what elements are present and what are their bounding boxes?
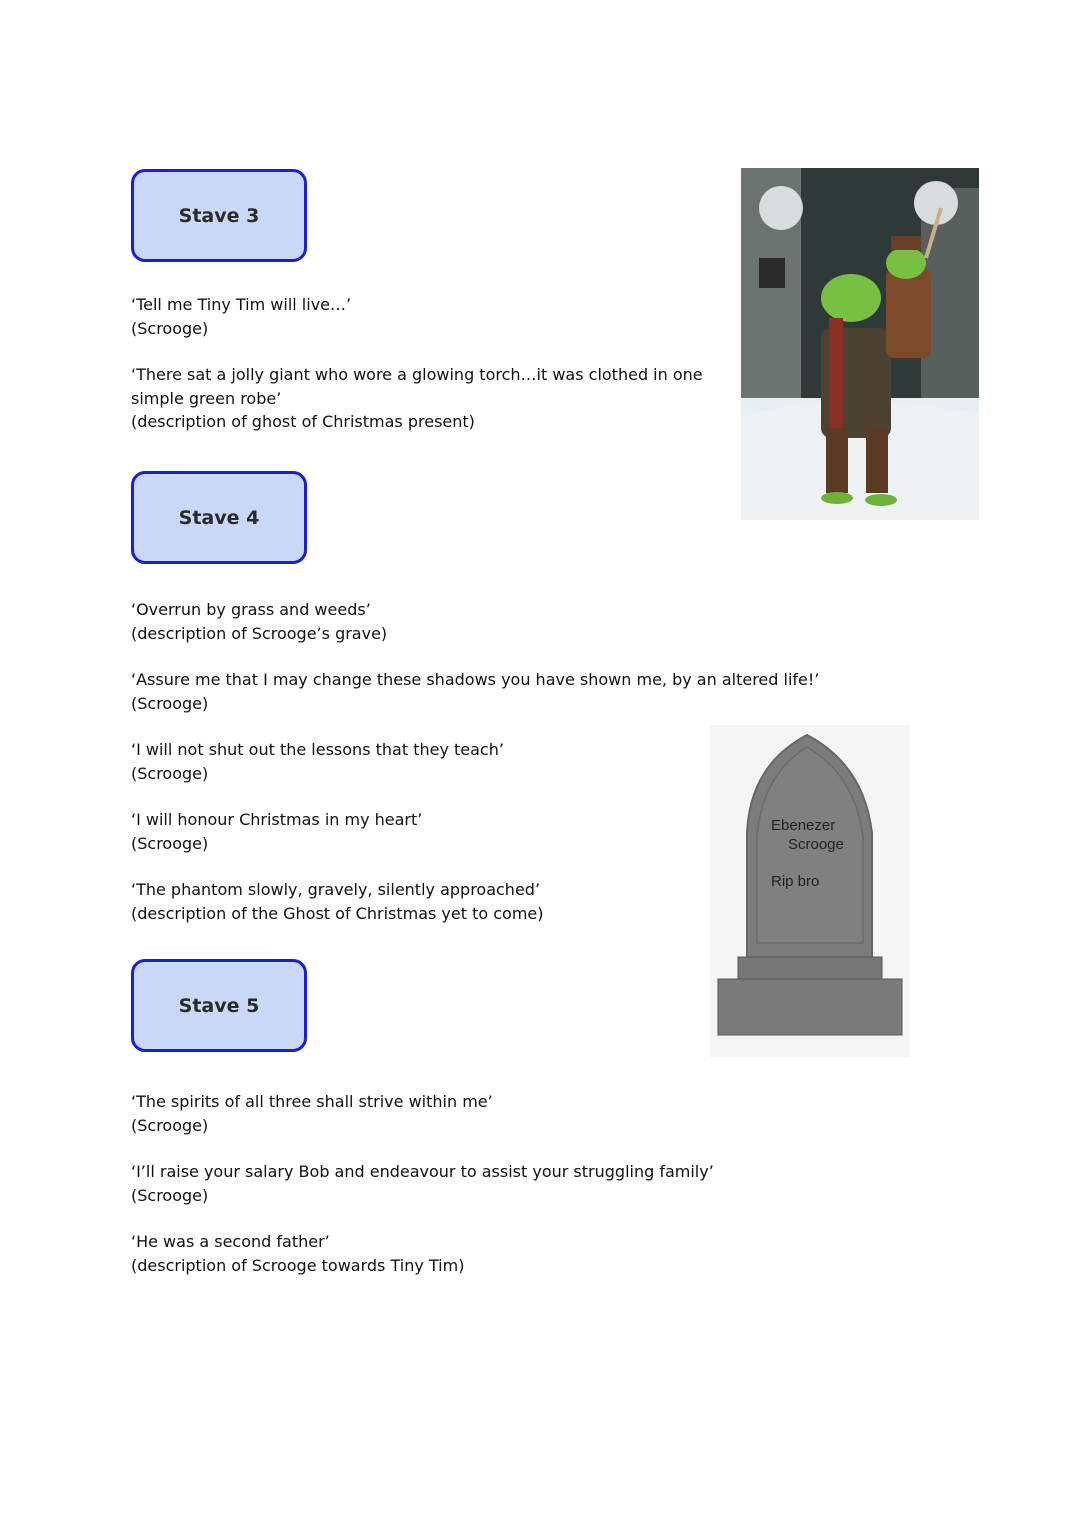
- quote: ‘He was a second father’ (description of Scrooge towards Tiny Tim): [131, 1232, 465, 1275]
- quote: ‘The spirits of all three shall strive within me’ (Scrooge): [131, 1092, 493, 1135]
- muppets-scrooge-image: [741, 168, 979, 520]
- tombstone-name-line1: Ebenezer: [771, 817, 836, 834]
- quote: ‘I will honour Christmas in my heart’ (Scrooge): [131, 810, 423, 853]
- stave-4-heading: Stave 4: [131, 471, 307, 564]
- quote: ‘Assure me that I may change these shadows you have shown me, by an altered life!’ (Scrooge): [131, 670, 820, 713]
- quote: ‘Overrun by grass and weeds’ (description of Scrooge’s grave): [131, 600, 388, 643]
- quote: ‘I’ll raise your salary Bob and endeavour to assist your struggling family’ (Scrooge): [131, 1162, 714, 1205]
- stave-3-heading: Stave 3: [131, 169, 307, 262]
- quote: ‘The phantom slowly, gravely, silently approached’ (description of the Ghost of Christmas yet to come): [131, 880, 544, 923]
- tombstone-name-line2: Scrooge: [788, 836, 844, 853]
- quote: ‘Tell me Tiny Tim will live…’ (Scrooge): [131, 295, 352, 338]
- quote: ‘I will not shut out the lessons that they teach’ (Scrooge): [131, 740, 504, 783]
- stave-5-heading: Stave 5: [131, 959, 307, 1052]
- quote: ‘There sat a jolly giant who wore a glowing torch…it was clothed in one simple green robe’ (description of ghost of Christmas present): [131, 365, 703, 431]
- tombstone-epitaph: Rip bro: [771, 873, 820, 890]
- tombstone-image: [710, 725, 910, 1057]
